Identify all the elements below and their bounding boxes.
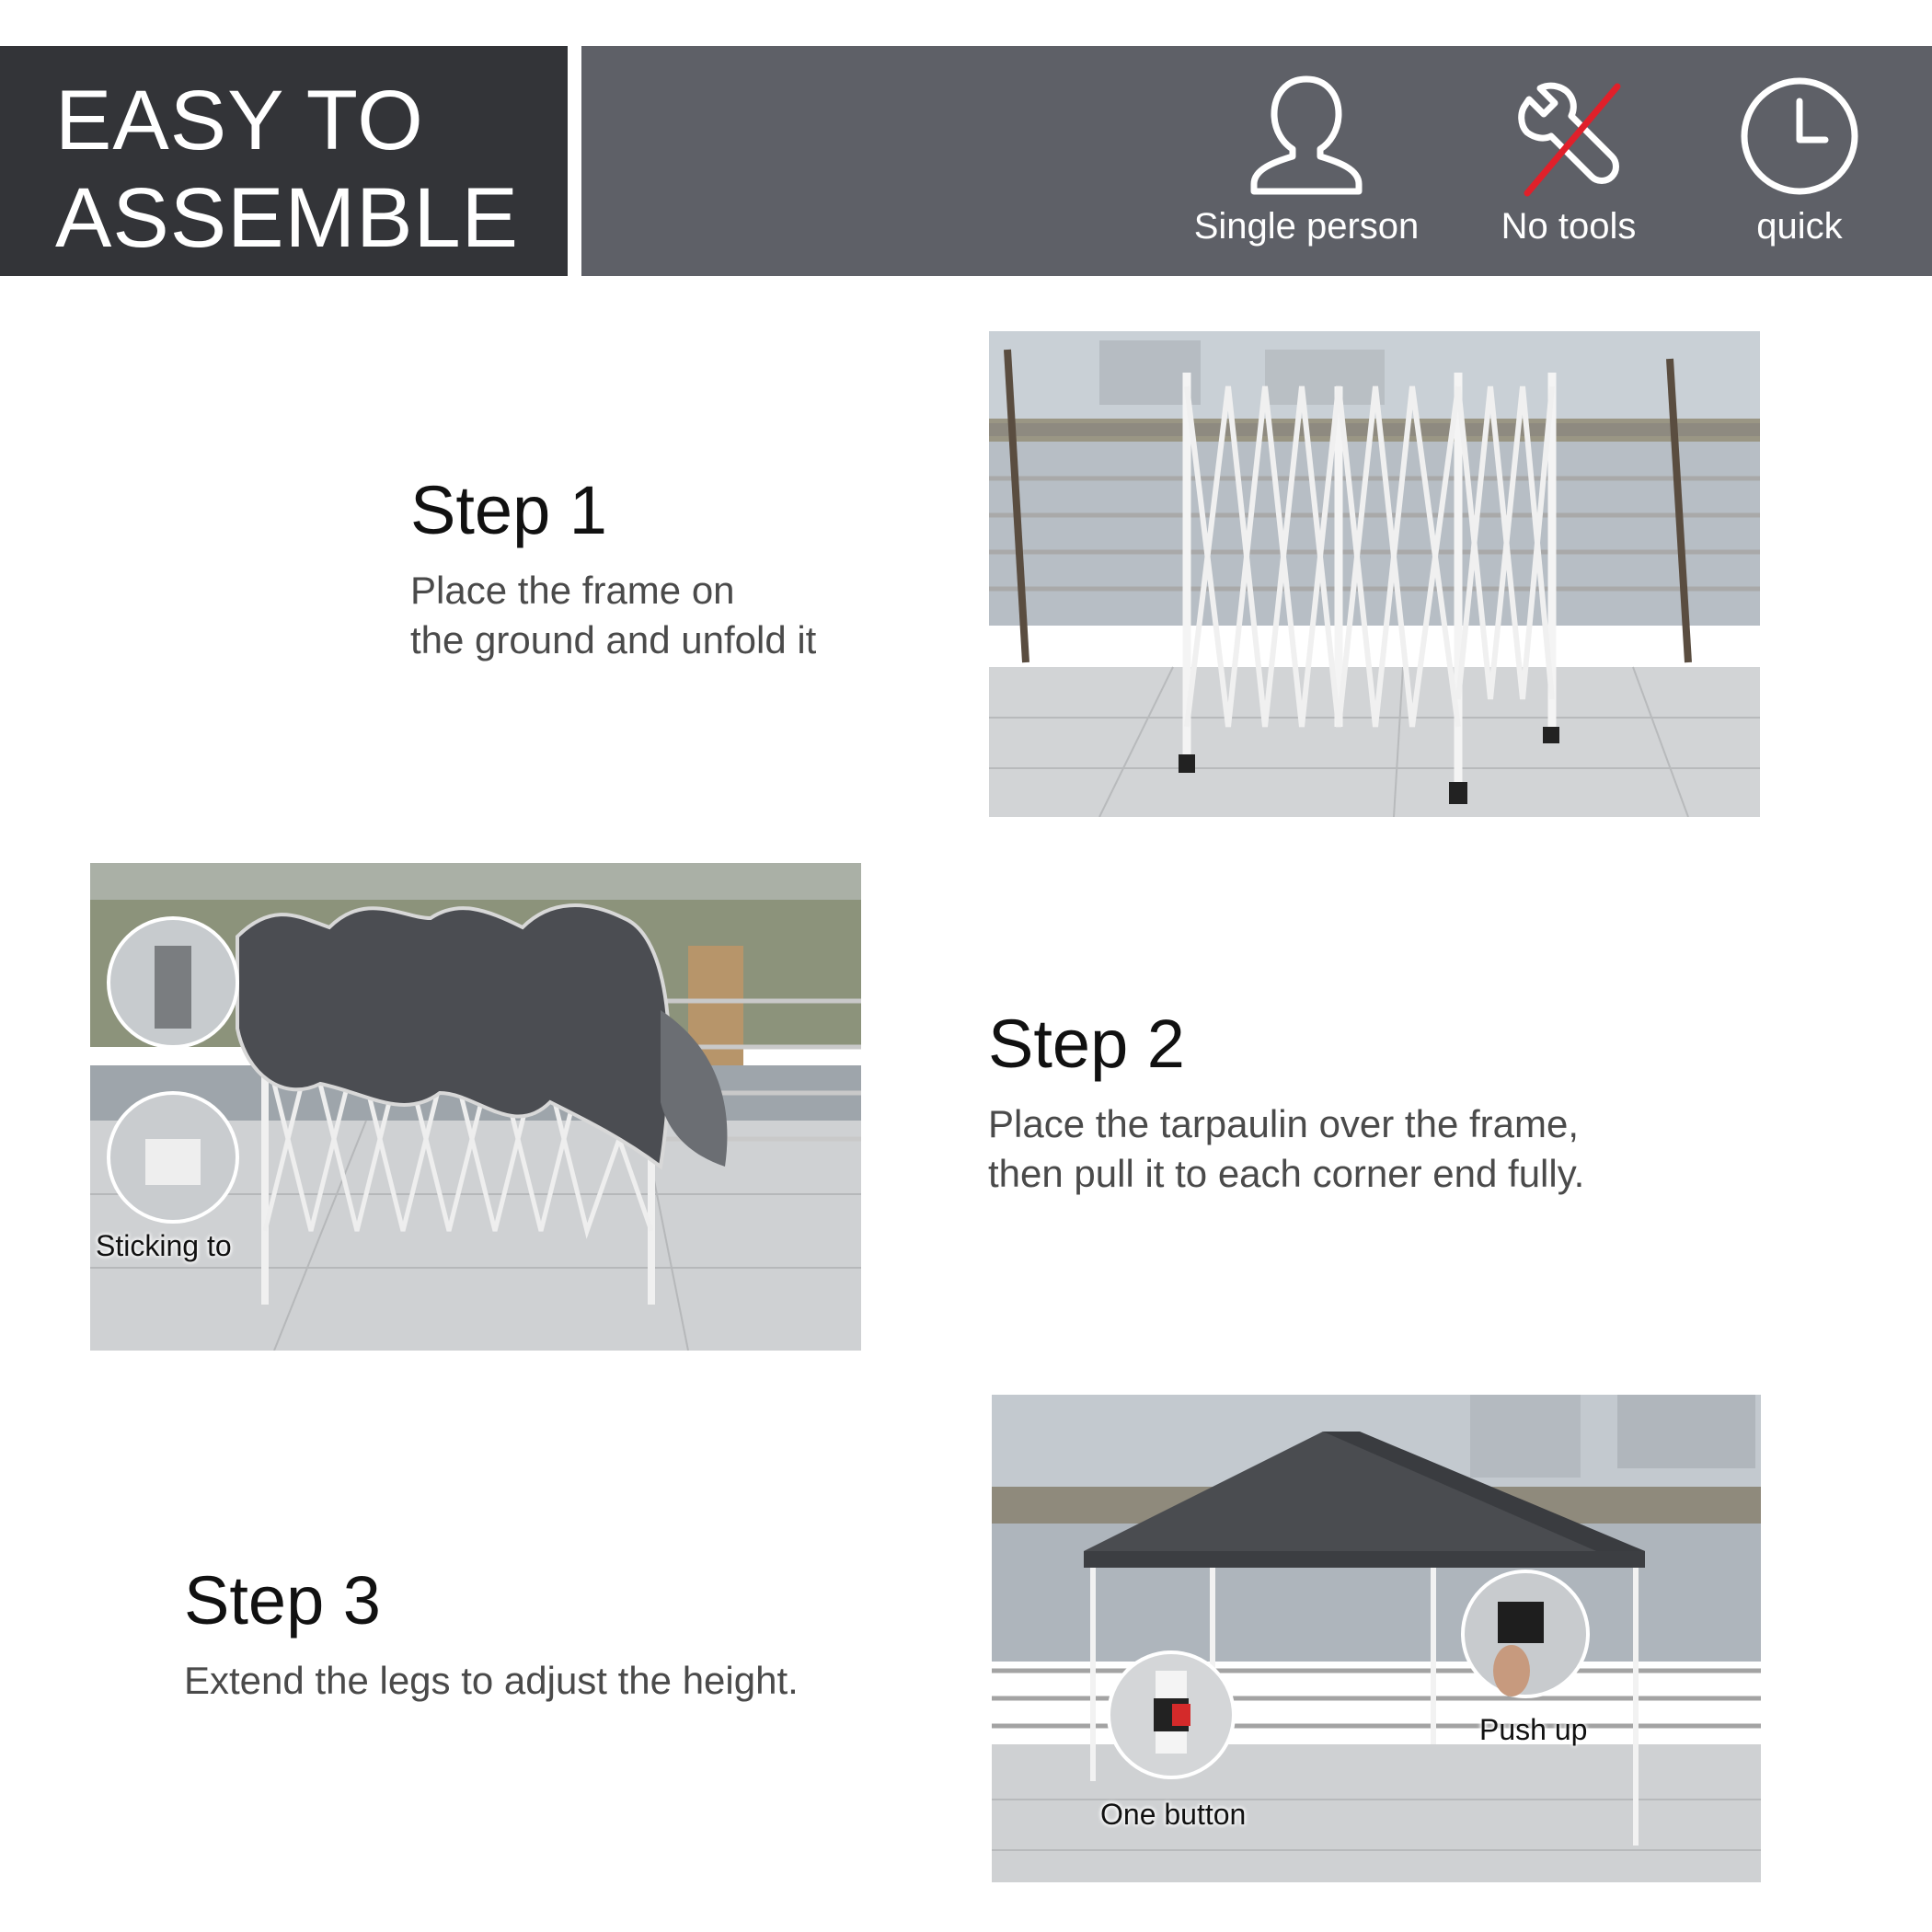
feature-label: No tools xyxy=(1501,206,1637,247)
clock-icon xyxy=(1735,72,1864,201)
step-2-description: Place the tarpaulin over the frame, then pull it to each corner end fully. xyxy=(988,1102,1585,1195)
step-3-description: Extend the legs to adjust the height. xyxy=(184,1659,799,1702)
step-2 xyxy=(988,1007,1584,1199)
person-icon xyxy=(1247,72,1366,201)
feature-quick xyxy=(1680,72,1919,247)
page-title-line1: EASY TO xyxy=(55,74,424,167)
header-title-panel xyxy=(0,46,568,276)
step-1-photo-unfolded-frame xyxy=(989,331,1760,817)
feature-label: Single person xyxy=(1193,206,1420,247)
feature-label: quick xyxy=(1756,206,1843,247)
feature-no-tools xyxy=(1449,72,1688,247)
callout-push-up: Push up xyxy=(1479,1713,1588,1746)
step-2-photo-tarpaulin xyxy=(90,863,861,1351)
header-features-panel xyxy=(581,46,1932,276)
step-3 xyxy=(184,1564,799,1706)
step-1-title: Step 1 xyxy=(410,472,607,548)
callout-one-button: One button xyxy=(1100,1798,1247,1831)
step-1-description: Place the frame on the ground and unfold it xyxy=(410,569,817,661)
step-3-photo-assembled-canopy xyxy=(992,1395,1761,1882)
step-3-title: Step 3 xyxy=(184,1562,381,1639)
page-title xyxy=(55,72,519,267)
feature-single-person xyxy=(1187,72,1426,247)
no-tools-icon xyxy=(1509,72,1628,201)
step-2-title: Step 2 xyxy=(988,1006,1185,1082)
callout-sticking: Sticking to xyxy=(96,1229,232,1262)
page-title-line2: ASSEMBLE xyxy=(55,171,519,265)
step-1 xyxy=(410,474,816,665)
